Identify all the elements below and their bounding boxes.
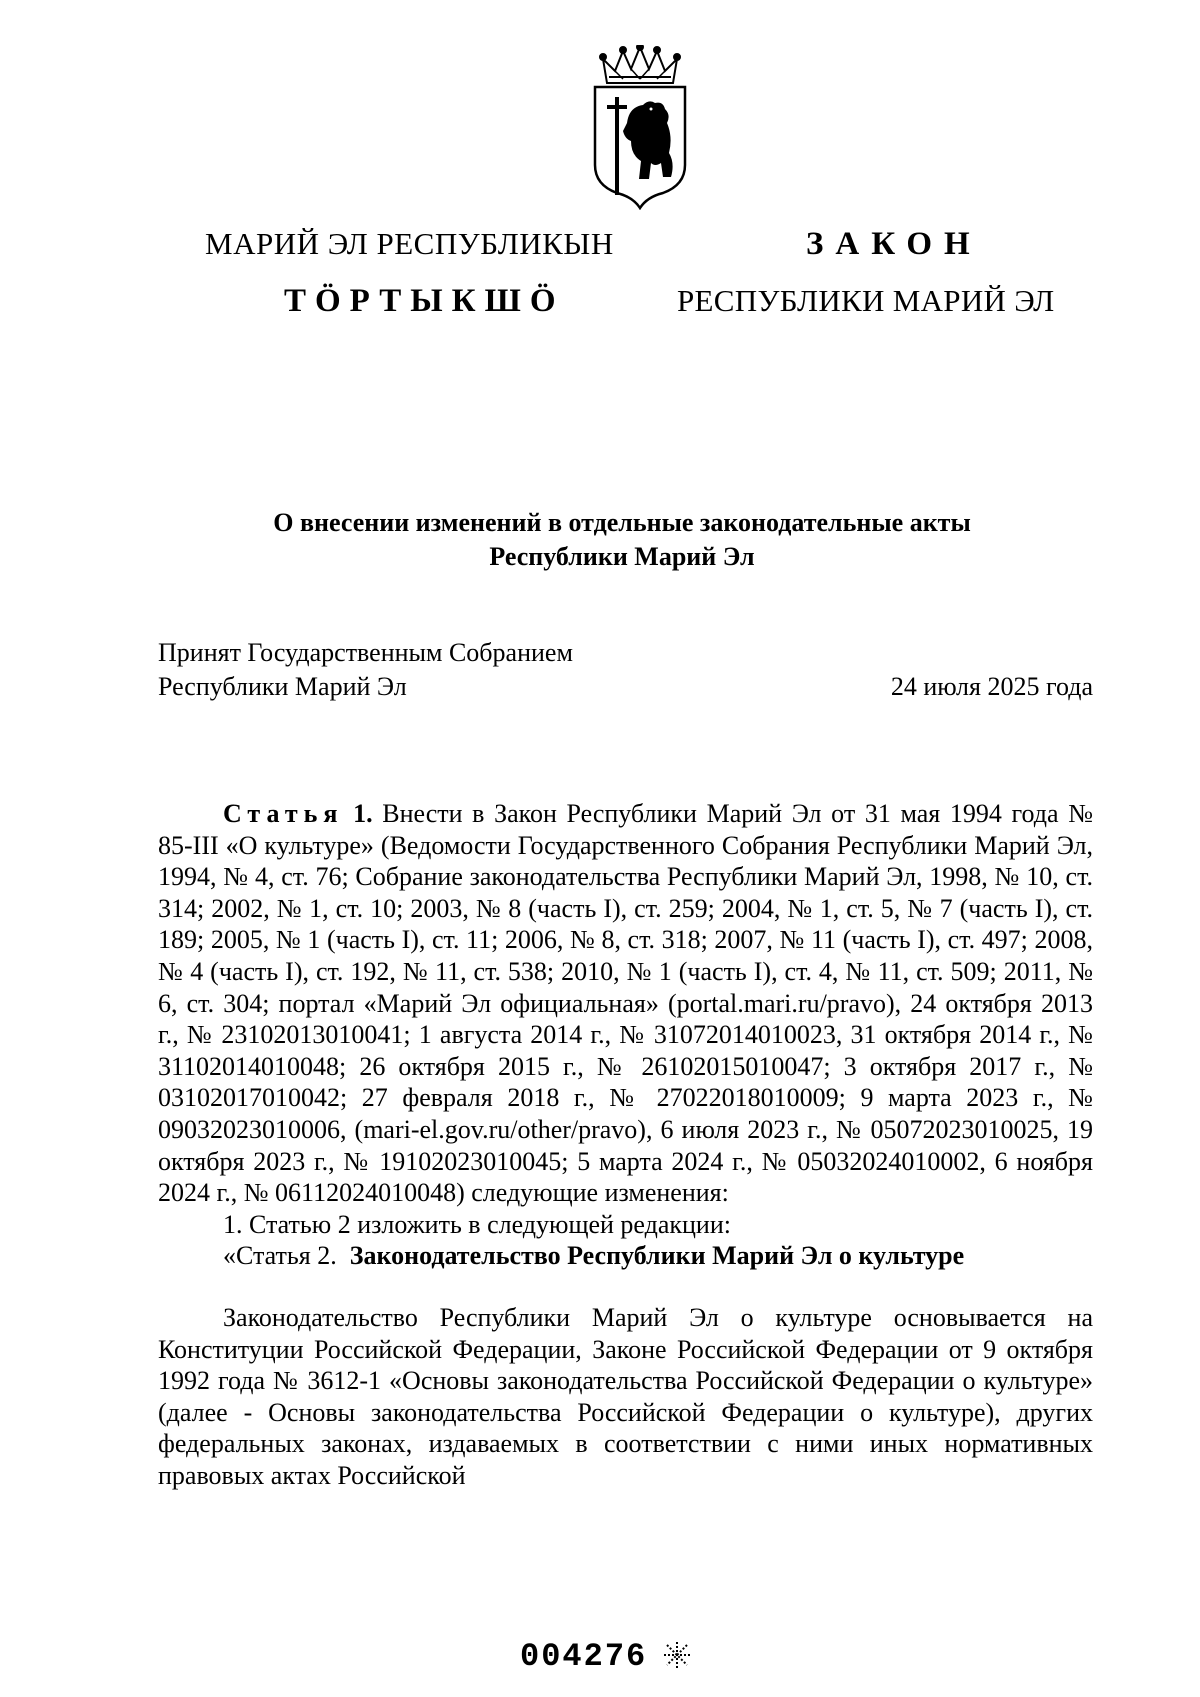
header-right-line2: РЕСПУБЛИКИ МАРИЙ ЭЛ — [677, 283, 1055, 318]
paragraph-spacer — [158, 1272, 1093, 1302]
quoted-article-title: Законодательство Республики Марий Эл о культуре — [349, 1241, 965, 1271]
article-1-paragraph — [158, 798, 1093, 1209]
header-left-line2: ТӦРТЫКШӦ — [284, 283, 565, 319]
header-right-line1: ЗАКОН — [806, 226, 982, 262]
article-1-number: 1. — [353, 799, 373, 828]
adoption-note — [158, 636, 573, 704]
document-serial-number: 004276 — [520, 1638, 648, 1675]
adoption-date: 24 июля 2025 года — [890, 672, 1093, 701]
quoted-article-prefix: «Статья 2. — [223, 1241, 337, 1271]
article-1-text: Внести в Закон Республики Марий Эл от 31 мая 1994 года № 85-III «О культуре» (Ведомости Государственного Собрания Республики Марий Эл, 1994, № 4, ст. 76; Собрание законодательства Республики Марий Эл, 1998, № 10, ст. 314; 2002, № 1, ст. 10; 2003, № 8 (часть I), ст. 259; 2004, № 1, ст. 5, № 7 (часть I), ст. 189; 2005, № 1 (часть I), ст. 11; 2006, № 8, ст. 318; 2007, № 11 (часть I), ст. 497; 2008, № 4 (часть I), ст. 192, № 11, ст. 538; 2010, № 1 (часть I), ст. 4, № 11, ст. 509; 2011, № 6, ст. 304; портал «Марий Эл официальная» (portal.mari.ru/pravo), 24 октября 2013 г., № 23102013010041; 1 августа 2014 г., № 31072014010023, 31 октября 2014 г., № 31102014010048; 26 октября 2015 г., № 26102015010047; 3 октября 2017 г., № 03102017010042; 27 февраля 2018 г., № 27022018010009; 9 марта 2023 г., № 09032023010006, (mari-el.gov.ru/other/pravo), 6 июля 2023 г., № 05072023010025, 19 октября 2023 г., № 19102023010045; 5 марта 2024 г., № 05032024010002, 6 ноября 2024 г., № 06112024010048) следующие изменения: — [158, 799, 1094, 1208]
document-body — [158, 798, 1093, 1491]
asterisk-mark-icon — [662, 1640, 692, 1670]
article-2-paragraph: Законодательство Республики Марий Эл о культуре основывается на Конституции Российской Федерации, Законе Российской Федерации от 9 октября 1992 года № 3612-1 «Основы законодательства Российской Федерации о культуре» (далее - Основы законодательства Российской Федерации о культуре), других федеральных законах, издаваемых в соответствии с ними иных нормативных правовых актах Российской — [158, 1302, 1093, 1490]
header-left-line1: МАРИЙ ЭЛ РЕСПУБЛИКЫН — [205, 226, 614, 261]
law-title-line1: О внесении изменений в отдельные законодательные акты — [273, 508, 971, 537]
law-title — [150, 506, 1094, 574]
law-title-line2: Республики Марий Эл — [489, 542, 755, 571]
coat-of-arms-emblem — [585, 45, 695, 210]
adoption-line2: Республики Марий Эл — [158, 672, 407, 701]
quoted-article-heading — [158, 1240, 1093, 1272]
adoption-line1: Принят Государственным Собранием — [158, 638, 573, 667]
article-1-item-1: 1. Статью 2 изложить в следующей редакции: — [223, 1209, 731, 1239]
article-1-label: Статья — [223, 799, 344, 828]
